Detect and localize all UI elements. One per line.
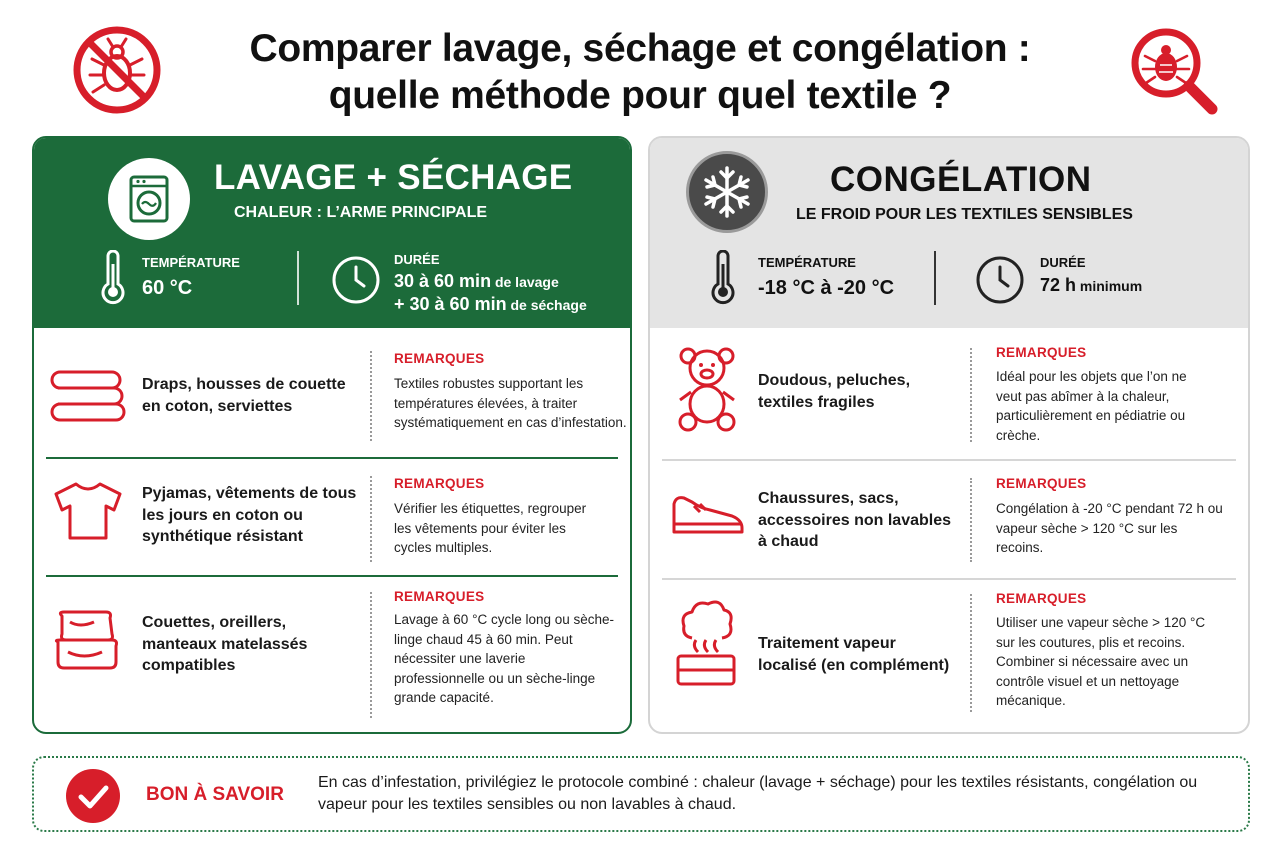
freeze-subtitle: LE FROID POUR LES TEXTILES SENSIBLES <box>796 206 1133 223</box>
wash-title: LAVAGE + SÉCHAGE <box>214 158 573 197</box>
title-line-2: quelle méthode pour quel textile ? <box>328 73 952 117</box>
wash-row-1-rem-title: REMARQUES <box>394 351 485 366</box>
freeze-row-3-rem-title: REMARQUES <box>996 591 1087 606</box>
wash-row-2-rem-title: REMARQUES <box>394 476 485 491</box>
good-to-know-label: BON À SAVOIR <box>146 784 284 805</box>
clock-icon <box>330 254 382 306</box>
row-separator <box>662 578 1236 580</box>
good-to-know-box <box>32 756 1250 832</box>
no-bedbug-icon <box>72 25 162 115</box>
wash-temp-value: 60 °C <box>142 277 193 299</box>
wash-row-3-rem-title: REMARQUES <box>394 589 485 604</box>
row-separator <box>46 457 618 459</box>
title-line-1: Comparer lavage, séchage et congélation : <box>249 27 1031 70</box>
tshirt-icon <box>50 478 126 544</box>
freeze-duration-label: DURÉE <box>1040 255 1086 270</box>
freeze-panel <box>648 136 1250 734</box>
freeze-row-3-rem-text: Utiliser une vapeur sèche > 120 °C sur les coutures, plis et recoins. Combiner si nécessaire avec un contrôle visuel et un nettoyage mécanique. <box>996 615 1206 709</box>
checkmark-badge <box>66 769 120 823</box>
freeze-row-2-label: Chaussures, sacs, accessoires non lavables à chaud <box>758 490 951 551</box>
wash-row-2-rem-text: Vérifier les étiquettes, regrouper les vêtements pour éviter les cycles multiples. <box>394 501 587 556</box>
freeze-row-3-label: Traitement vapeur localisé (en complément) <box>758 635 950 674</box>
wash-temp-label: TEMPÉRATURE <box>142 255 240 270</box>
row-divider <box>970 348 972 442</box>
shoe-icon <box>670 492 746 542</box>
freeze-row-2-rem-text: Congélation à -20 °C pendant 72 h ou vapeur sèche > 120 °C sur les recoins. <box>996 501 1223 556</box>
row-divider <box>970 594 972 712</box>
freeze-panel-header <box>650 138 1248 328</box>
wash-row-1-rem-text: Textiles robustes supportant les températures élevées, à traiter systématiquement en cas d’infestation. <box>394 376 627 431</box>
checkmark-icon <box>66 769 120 823</box>
bedbug-magnifier-icon <box>1128 25 1220 115</box>
wash-row-2-label: Pyjamas, vêtements de tous les jours en coton ou synthétique résistant <box>142 485 357 546</box>
wash-panel-header <box>34 138 630 328</box>
row-separator <box>662 459 1236 461</box>
washing-machine-icon <box>108 158 190 240</box>
snowflake-badge <box>686 151 768 233</box>
row-divider <box>970 478 972 562</box>
clock-icon <box>974 254 1026 306</box>
wash-duration-line-2: + 30 à 60 min de séchage <box>394 294 587 314</box>
row-divider <box>370 351 372 441</box>
wash-duration-label: DURÉE <box>394 252 440 267</box>
snowflake-icon <box>689 154 765 230</box>
row-separator <box>46 575 618 577</box>
freeze-row-1-label: Doudous, peluches, textiles fragiles <box>758 372 911 411</box>
stat-divider <box>297 251 299 305</box>
row-divider <box>370 592 372 718</box>
freeze-row-1-rem-text: Idéal pour les objets que l’on ne veut pas abîmer à la chaleur, particulièrement en pédiatrie ou crèche. <box>996 369 1187 443</box>
wash-duration-line-1: 30 à 60 min de lavage <box>394 271 559 291</box>
duvet-icon <box>50 608 124 672</box>
wash-row-3-label: Couettes, oreillers, manteaux matelassés compatibles <box>142 614 308 675</box>
freeze-temp-label: TEMPÉRATURE <box>758 255 856 270</box>
freeze-title: CONGÉLATION <box>830 160 1092 199</box>
thermometer-icon <box>706 250 740 306</box>
stat-divider <box>934 251 936 305</box>
wash-subtitle: CHALEUR : L’ARME PRINCIPALE <box>234 204 488 221</box>
steam-cleaner-icon <box>672 598 740 692</box>
folded-towels-icon <box>50 362 126 424</box>
freeze-row-1-rem-title: REMARQUES <box>996 345 1087 360</box>
teddy-bear-icon <box>674 344 740 434</box>
washing-machine-badge <box>108 158 190 240</box>
wash-panel <box>32 136 632 734</box>
wash-row-1-label: Draps, housses de couette en coton, serviettes <box>142 376 346 415</box>
wash-row-3-rem-text: Lavage à 60 °C cycle long ou sèche-linge chaud 45 à 60 min. Peut nécessiter une laverie professionnelle ou un sèche-linge grande capacité. <box>394 612 615 706</box>
page-title <box>170 26 1110 120</box>
freeze-duration-value: 72 h minimum <box>1040 275 1143 295</box>
row-divider <box>370 476 372 562</box>
good-to-know-text: En cas d’infestation, privilégiez le protocole combiné : chaleur (lavage + séchage) pour les textiles résistants, congélation ou vapeur pour les textiles sensibles ou non lavables à chaud. <box>318 774 1198 814</box>
freeze-temp-value: -18 °C à -20 °C <box>758 277 895 299</box>
thermometer-icon <box>96 250 130 306</box>
freeze-row-2-rem-title: REMARQUES <box>996 476 1087 491</box>
